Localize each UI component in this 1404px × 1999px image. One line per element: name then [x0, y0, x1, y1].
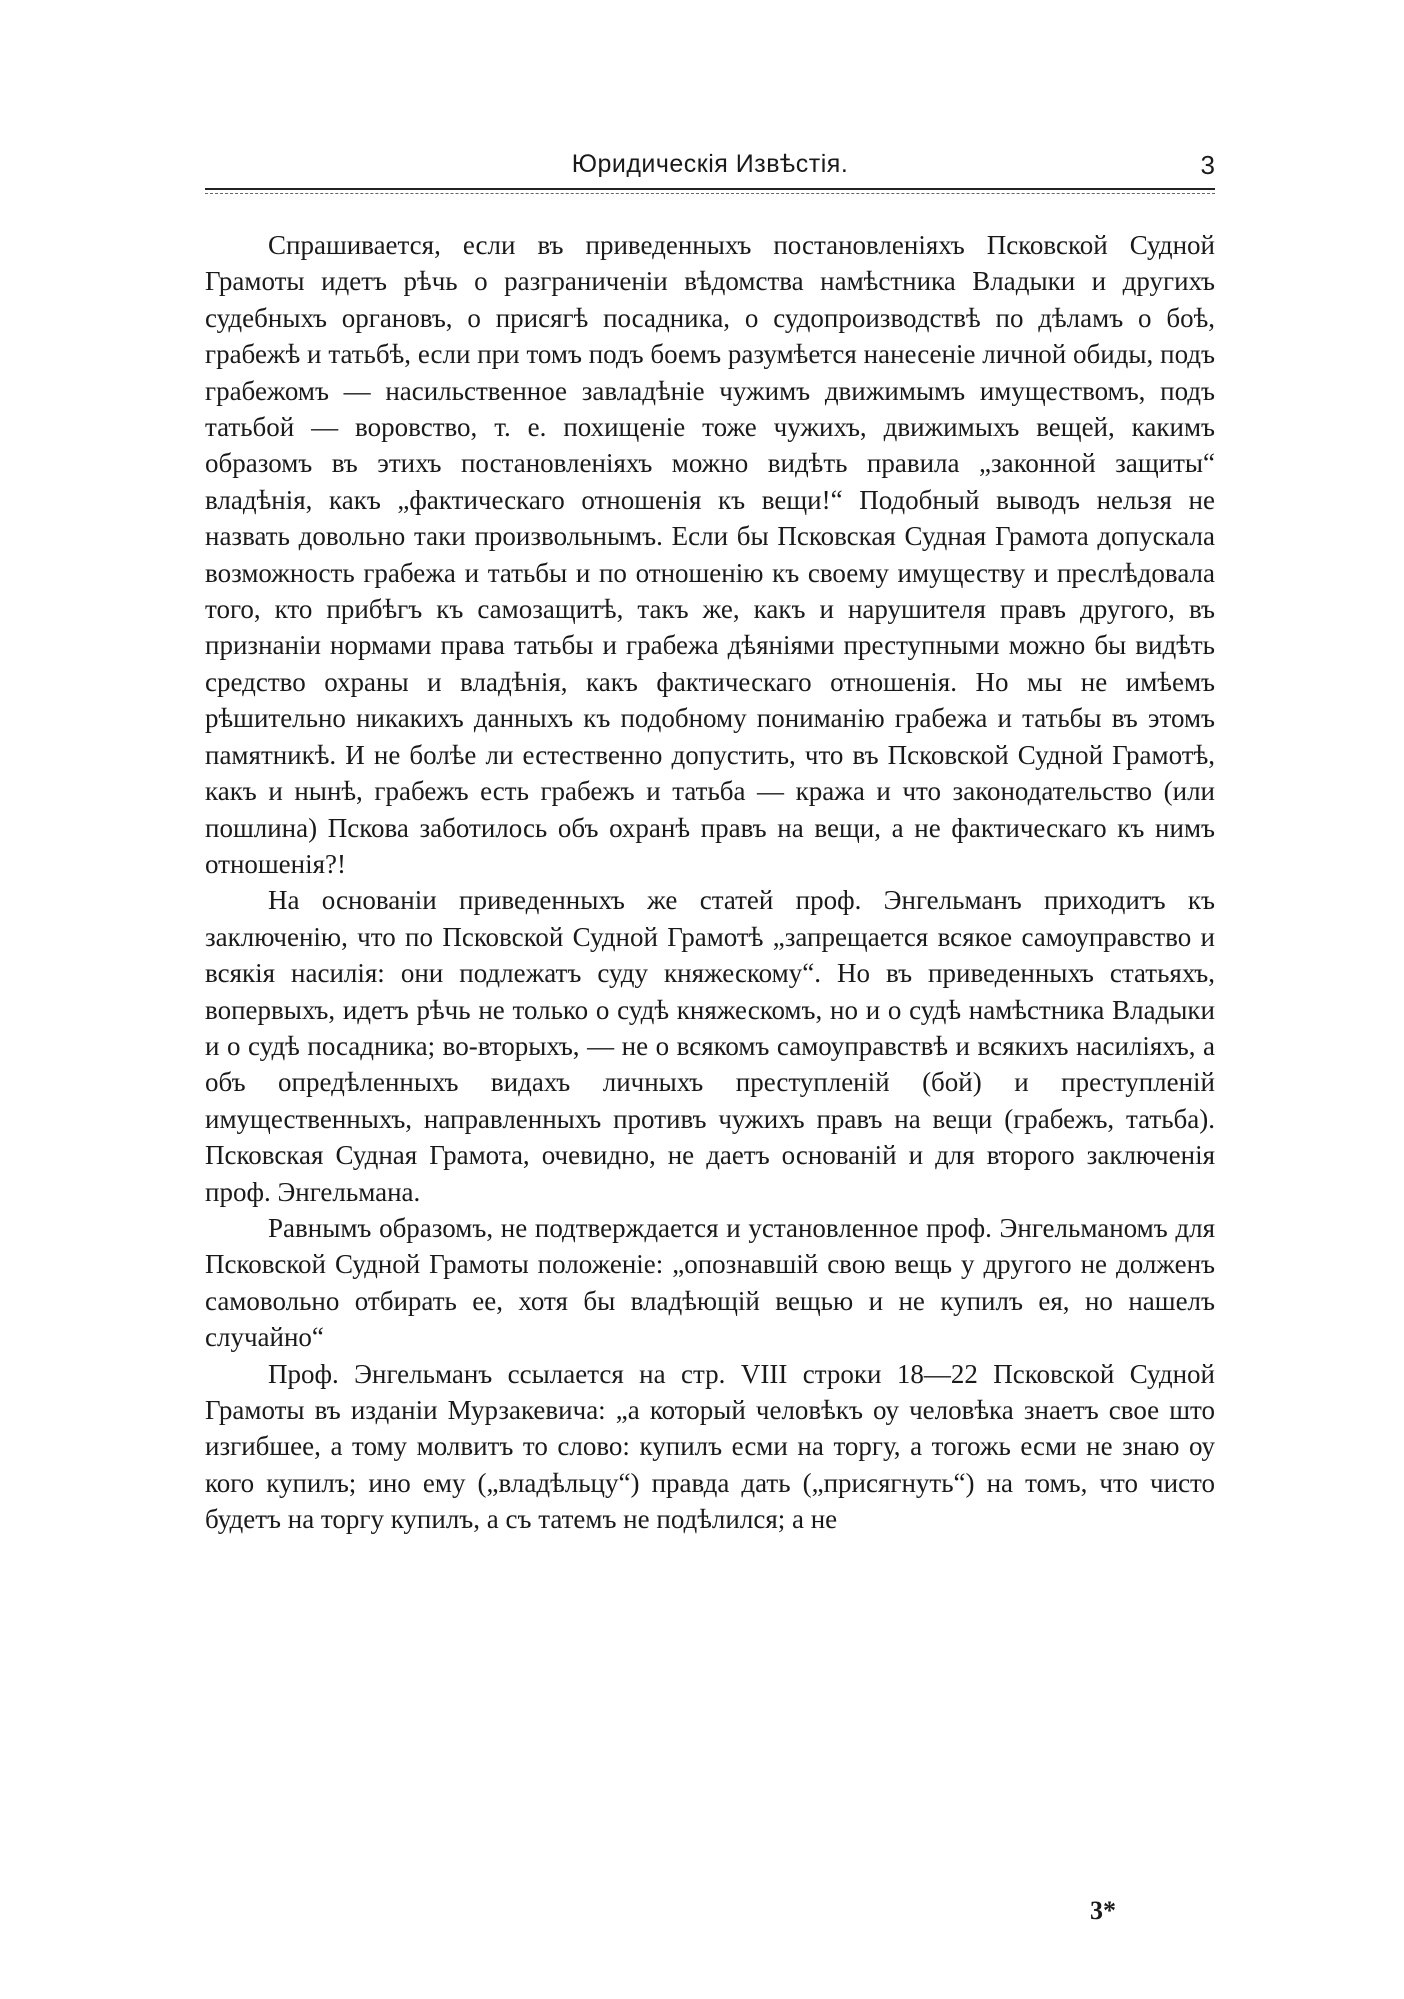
paragraph-4: Проф. Энгельманъ ссылается на стр. VIII строки 18—22 Псковской Судной Грамоты въ изданіи Мурзакевича: „а который человѣкъ оу человѣка знаетъ свое што изгибшее, а тому молвитъ то слово: купилъ есми на торгу, а тогожь есми не знаю оу кого купилъ; ино ему („владѣльцу“) правда дать („присягнуть“) на томъ, что чисто будетъ на торгу купилъ, а съ татемъ не подѣлился; а не [205, 1358, 1215, 1535]
running-title: Юридическія Извѣстія. [571, 150, 849, 178]
header-rule-secondary [205, 193, 1215, 194]
paragraph-3: Равнымъ образомъ, не подтверждается и установленное проф. Энгельманомъ для Псковской Судной Грамоты положеніе: „опознавшій свою вещь у другого не долженъ самовольно отбирать ее, хотя бы владѣющій вещью и не купилъ ея, но нашелъ случайно“ [205, 1212, 1215, 1353]
page-number: 3 [1200, 150, 1215, 180]
paragraph-1: Спрашивается, если въ приведенныхъ постановленіяхъ Псковской Судной Грамоты идетъ рѣчь о разграниченіи вѣдомства намѣстника Владыки и другихъ судебныхъ органовъ, о присягѣ посадника, о судопроизводствѣ по дѣламъ о боѣ, грабежѣ и татьбѣ, если при томъ подъ боемъ разумѣется нанесеніе личной обиды, подъ грабежомъ — насильственное завладѣніе чужимъ движимымъ имуществомъ, подъ татьбой — воровство, т. е. похищеніе тоже чужихъ, движимыхъ вещей, какимъ образомъ въ этихъ постановленіяхъ можно видѣть правила „законной защиты“ владѣнія, какъ „фактическаго отношенія къ вещи!“ Подобный выводъ нельзя не назвать довольно таки произвольнымъ. Если бы Псковская Судная Грамота допускала возможность грабежа и татьбы и по отношенію къ своему имуществу и преслѣдовала того, кто прибѣгъ къ самозащитѣ, такъ же, какъ и нарушителя правъ другого, въ признаніи нормами права татьбы и грабежа дѣяніями преступными можно бы видѣть средство охраны и владѣнія, какъ фактическаго отношенія. Но мы не имѣемъ рѣшительно никакихъ данныхъ къ подобному пониманію грабежа и татьбы въ этомъ памятникѣ. И не болѣе ли естественно допустить, что въ Псковской Судной Грамотѣ, какъ и нынѣ, грабежъ есть грабежъ и татьба — кража и что законодательство (или пошлина) Пскова заботилось объ охранѣ правъ на вещи, а не фактическаго къ нимъ отношенія?! [205, 230, 1215, 879]
running-header [205, 150, 1215, 190]
paragraph-2: На основаніи приведенныхъ же статей проф. Энгельманъ приходитъ къ заключенію, что по Псковской Судной Грамотѣ „запрещается всякое самоуправство и всякія насилія: они подлежатъ суду княжескому“. Но въ приведенныхъ статьяхъ, вопервыхъ, идетъ рѣчь не только о судѣ княжескомъ, но и о судѣ намѣстника Владыки и о судѣ посадника; во-вторыхъ, — не о всякомъ самоуправствѣ и всякихъ насиліяхъ, а объ опредѣленныхъ видахъ личныхъ преступленій (бой) и преступленій имущественныхъ, направленныхъ противъ чужихъ правъ на вещи (грабежъ, татьба). Псковская Судная Грамота, очевидно, не даетъ основаній и для второго заключенія проф. Энгельмана. [205, 885, 1215, 1207]
signature-mark: 3* [1090, 1896, 1116, 1925]
body-text [205, 227, 1215, 1538]
header-rule [205, 188, 1215, 190]
